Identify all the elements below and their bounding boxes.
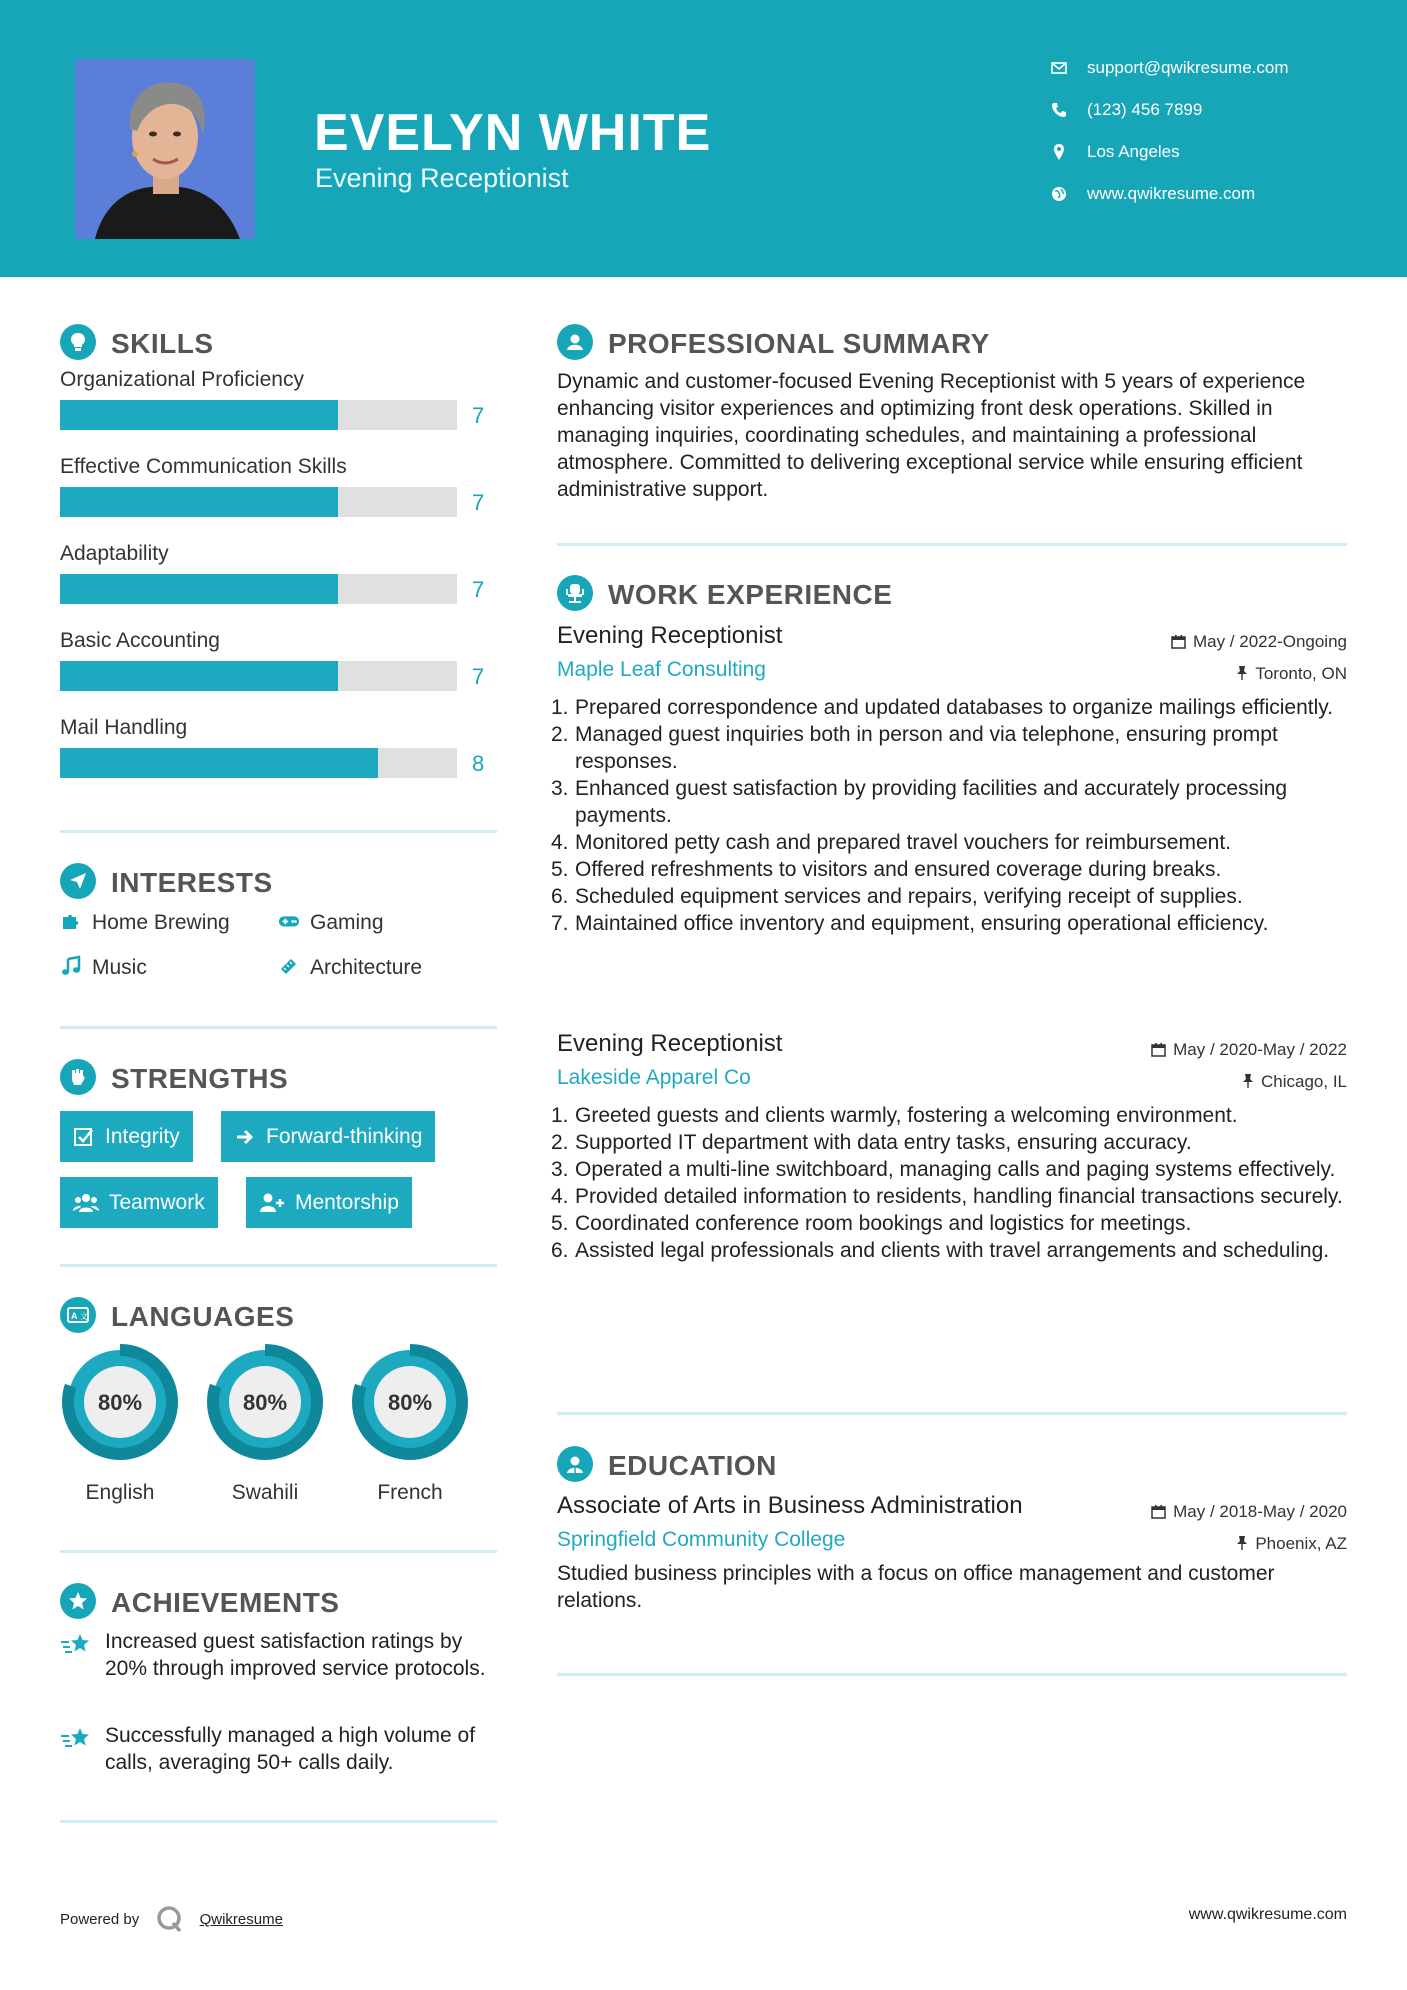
interest-label: Gaming	[310, 911, 384, 934]
skill-bar-track	[60, 661, 457, 691]
duty-text: Supported IT department with data entry tasks, ensuring accuracy.	[575, 1131, 1192, 1154]
job-dates	[1151, 1040, 1347, 1060]
duty-text: Managed guest inquiries both in person and via telephone, ensuring prompt responses.	[575, 723, 1278, 773]
duty-text: Scheduled equipment services and repairs, verifying receipt of supplies.	[575, 885, 1243, 908]
degree-name: Associate of Arts in Business Administration	[557, 1492, 1023, 1519]
envelope-icon	[1050, 59, 1068, 77]
skill-name: Mail Handling	[60, 716, 188, 739]
achievements-section	[60, 1583, 497, 1783]
checkbox-icon	[73, 1126, 95, 1148]
language-ring	[60, 1342, 180, 1462]
skill-score: 7	[472, 577, 485, 602]
skill-bar	[60, 661, 497, 716]
calendar-icon	[1171, 634, 1186, 649]
skill-score: 7	[472, 490, 485, 515]
job-title: Evening Receptionist	[557, 1030, 783, 1057]
arrow-right-icon	[234, 1126, 256, 1148]
job-dates-text: May / 2020-May / 2022	[1173, 1040, 1347, 1059]
skills-section	[60, 324, 497, 803]
skill-name: Basic Accounting	[60, 629, 220, 652]
contact-location-text: Los Angeles	[1087, 142, 1180, 161]
education-location	[1236, 1534, 1347, 1554]
svg-text:文: 文	[80, 1312, 88, 1321]
education-description: Studied business principles with a focus on office management and customer relations.	[557, 1562, 1275, 1612]
language-percent: 80%	[387, 1390, 433, 1415]
duty-text: Enhanced guest satisfaction by providing facilities and accurately processing payments.	[575, 777, 1288, 827]
skill-name: Organizational Proficiency	[60, 368, 304, 391]
contact-phone[interactable]	[1050, 98, 1380, 140]
job-location	[1236, 664, 1347, 684]
strength-tag	[60, 1177, 218, 1228]
achievement-item	[60, 1628, 497, 1682]
duty-number: 1.	[551, 1104, 569, 1127]
achievement-item	[60, 1722, 497, 1776]
skill-bar	[60, 400, 497, 455]
duty-text: Monitored petty cash and prepared travel vouchers for reimbursement.	[575, 831, 1231, 854]
contact-email-text: support@qwikresume.com	[1087, 58, 1289, 77]
school-name[interactable]: Springfield Community College	[557, 1528, 846, 1551]
portrait-image	[75, 59, 255, 239]
duty-text: Offered refreshments to visitors and ensured coverage during breaks.	[575, 858, 1222, 881]
duty-text: Coordinated conference room bookings and logistics for meetings.	[575, 1212, 1192, 1235]
duty-item	[551, 910, 1347, 937]
powered-by-text: Powered by	[60, 1911, 140, 1928]
calendar-icon	[1151, 1042, 1166, 1057]
duty-text: Maintained office inventory and equipment, ensuring operational efficiency.	[575, 912, 1269, 935]
lightbulb-icon	[60, 324, 96, 360]
skill-bar	[60, 748, 497, 803]
job-dates	[1171, 632, 1347, 652]
language-ring	[205, 1342, 325, 1462]
language-percent: 80%	[97, 1390, 143, 1415]
strengths-header	[60, 1059, 497, 1099]
puzzle-icon	[60, 910, 82, 932]
interest-item	[60, 955, 147, 980]
strength-tag	[246, 1177, 412, 1228]
languages-header	[60, 1297, 497, 1337]
star-badge-icon	[60, 1583, 96, 1619]
skill-bar-track	[60, 574, 457, 604]
fist-icon	[60, 1059, 96, 1095]
education-header	[557, 1446, 1347, 1486]
duty-text: Greeted guests and clients warmly, fostering a welcoming environment.	[575, 1104, 1238, 1127]
job-title: Evening Receptionist	[557, 622, 783, 649]
user-plus-icon	[259, 1192, 285, 1214]
pushpin-icon	[1242, 1073, 1254, 1089]
paper-plane-icon	[60, 863, 96, 899]
duty-number: 2.	[551, 1131, 569, 1154]
qwikresume-logo-icon	[155, 1904, 185, 1934]
contact-location	[1050, 140, 1380, 182]
language-ring	[350, 1342, 470, 1462]
skill-name: Effective Communication Skills	[60, 455, 347, 478]
strength-tag	[60, 1111, 193, 1162]
divider	[557, 543, 1347, 546]
language-percent: 80%	[242, 1390, 288, 1415]
education-dates-text: May / 2018-May / 2020	[1173, 1502, 1347, 1521]
duty-item	[551, 694, 1347, 721]
education-title: EDUCATION	[608, 1450, 777, 1481]
language-item	[205, 1342, 325, 1505]
profile-photo	[75, 59, 255, 239]
summary-text: Dynamic and customer-focused Evening Receptionist with 5 years of experience enhancing visitor experiences and optimizing front desk operations. Skilled in managing inquiries, coordinating schedules, and maintaining a professional atmosphere. Committed to delivering exceptional service while ensuring efficient administrative support.	[557, 370, 1306, 501]
skill-name: Adaptability	[60, 542, 169, 565]
language-name: Swahili	[231, 1481, 299, 1504]
skill-bar	[60, 487, 497, 542]
duty-text: Provided detailed information to residents, handling financial transactions securely.	[575, 1185, 1343, 1208]
interest-item	[60, 910, 230, 935]
duty-item	[551, 1102, 1347, 1129]
duty-item	[551, 1210, 1347, 1237]
skills-list	[60, 368, 497, 803]
experience-header	[557, 575, 1347, 615]
job-location-text: Chicago, IL	[1261, 1072, 1347, 1091]
phone-icon	[1050, 101, 1068, 119]
company-name[interactable]: Lakeside Apparel Co	[557, 1066, 751, 1089]
languages-section	[60, 1297, 497, 1517]
music-icon	[60, 955, 82, 977]
duty-number: 7.	[551, 912, 569, 935]
shooting-star-icon	[60, 1726, 94, 1752]
experience-section	[557, 575, 1347, 615]
duty-item	[551, 721, 1347, 775]
candidate-title: Evening Receptionist	[315, 163, 569, 193]
strength-tag	[221, 1111, 435, 1162]
skill-score: 7	[472, 664, 485, 689]
language-icon	[60, 1297, 96, 1333]
duty-item	[551, 1237, 1347, 1264]
interest-label: Architecture	[310, 956, 423, 979]
users-icon	[73, 1192, 99, 1214]
pushpin-icon	[1236, 665, 1248, 681]
duty-number: 5.	[551, 1212, 569, 1235]
ruler-pencil-icon	[278, 955, 300, 977]
calendar-icon	[1151, 1504, 1166, 1519]
divider	[60, 1550, 497, 1553]
duty-item	[551, 856, 1347, 883]
skill-bar-fill	[60, 487, 338, 517]
duty-item	[551, 883, 1347, 910]
interest-label: Home Brewing	[92, 911, 230, 934]
strengths-section	[60, 1059, 497, 1229]
interests-title: INTERESTS	[111, 867, 273, 898]
gamepad-icon	[278, 910, 300, 932]
duty-item	[551, 1129, 1347, 1156]
skills-title: SKILLS	[111, 328, 214, 359]
divider	[60, 1026, 497, 1029]
duty-item	[551, 1156, 1347, 1183]
job-entry	[551, 1030, 1347, 1360]
skill-bar-fill	[60, 574, 338, 604]
achievements-title: ACHIEVEMENTS	[111, 1587, 340, 1618]
experience-title: WORK EXPERIENCE	[608, 579, 893, 610]
skill-bar-fill	[60, 661, 338, 691]
interest-item	[278, 910, 384, 935]
education-entry	[557, 1492, 1347, 1672]
divider	[557, 1673, 1347, 1676]
company-name[interactable]: Maple Leaf Consulting	[557, 658, 766, 681]
divider	[60, 1264, 497, 1267]
strength-label: Mentorship	[295, 1190, 399, 1214]
skill-bar-track	[60, 748, 457, 778]
education-dates	[1151, 1502, 1347, 1522]
education-location-text: Phoenix, AZ	[1255, 1534, 1347, 1553]
duty-text: Operated a multi-line switchboard, managing calls and paging systems effectively.	[575, 1158, 1336, 1181]
contact-list	[1050, 56, 1380, 224]
job-location	[1242, 1072, 1347, 1092]
skill-bar-track	[60, 487, 457, 517]
duty-number: 5.	[551, 858, 569, 881]
duties-list	[551, 694, 1347, 937]
contact-phone-text: (123) 456 7899	[1087, 100, 1203, 119]
strengths-title: STRENGTHS	[111, 1063, 289, 1094]
map-pin-icon	[1050, 143, 1068, 161]
graduate-icon	[557, 1446, 593, 1482]
interest-label: Music	[92, 956, 147, 979]
interest-item	[278, 955, 422, 980]
languages-title: LANGUAGES	[111, 1301, 295, 1332]
skill-bar-fill	[60, 400, 338, 430]
divider	[60, 830, 497, 833]
globe-icon	[1050, 185, 1068, 203]
duty-number: 4.	[551, 1185, 569, 1208]
duty-text: Prepared correspondence and updated databases to organize mailings efficiently.	[575, 696, 1334, 719]
candidate-name: EVELYN WHITE	[314, 104, 712, 162]
duty-number: 2.	[551, 723, 569, 746]
duty-number: 3.	[551, 1158, 569, 1181]
duties-list	[551, 1102, 1347, 1264]
duty-item	[551, 775, 1347, 829]
language-item	[60, 1342, 180, 1505]
svg-text:A: A	[71, 1311, 78, 1321]
duty-item	[551, 829, 1347, 856]
skill-bar-track	[60, 400, 457, 430]
divider	[60, 1820, 497, 1823]
skill-score: 7	[472, 403, 485, 428]
achievement-text: Successfully managed a high volume of calls, averaging 50+ calls daily.	[105, 1724, 476, 1774]
job-location-text: Toronto, ON	[1255, 664, 1347, 683]
duty-number: 3.	[551, 777, 569, 800]
duty-number: 4.	[551, 831, 569, 854]
contact-website-text: www.qwikresume.com	[1087, 184, 1256, 203]
office-chair-icon	[557, 575, 593, 611]
duty-number: 1.	[551, 696, 569, 719]
pushpin-icon	[1236, 1535, 1248, 1551]
skills-header	[60, 324, 497, 364]
divider	[557, 1412, 1347, 1415]
summary-header	[557, 324, 1347, 364]
user-circle-icon	[557, 324, 593, 360]
duty-item	[551, 1183, 1347, 1210]
interests-section	[60, 863, 497, 983]
achievements-header	[60, 1583, 497, 1623]
language-name: French	[377, 1481, 443, 1504]
strength-label: Teamwork	[109, 1190, 205, 1214]
summary-section	[557, 324, 1347, 503]
education-section	[557, 1446, 1347, 1676]
summary-title: PROFESSIONAL SUMMARY	[608, 328, 990, 359]
achievement-text: Increased guest satisfaction ratings by 20% through improved service protocols.	[105, 1630, 486, 1680]
skill-score: 8	[472, 751, 485, 776]
strength-label: Forward-thinking	[266, 1124, 423, 1148]
contact-email[interactable]	[1050, 56, 1380, 98]
contact-website[interactable]	[1050, 182, 1380, 224]
skill-bar	[60, 574, 497, 629]
job-dates-text: May / 2022-Ongoing	[1192, 632, 1347, 651]
qwikresume-link[interactable]: Qwikresume	[199, 1911, 283, 1928]
job-entry	[551, 622, 1347, 1002]
strength-label: Integrity	[105, 1124, 180, 1148]
duty-text: Assisted legal professionals and clients with travel arrangements and scheduling.	[575, 1239, 1330, 1262]
interests-header	[60, 863, 497, 903]
skill-bar-fill	[60, 748, 378, 778]
footer-website[interactable]: www.qwikresume.com	[1188, 1906, 1347, 1923]
footer-branding	[60, 1904, 283, 1934]
language-name: English	[85, 1481, 155, 1504]
duty-number: 6.	[551, 885, 569, 908]
shooting-star-icon	[60, 1632, 94, 1658]
language-item	[350, 1342, 470, 1505]
resume-header	[0, 0, 1407, 277]
duty-number: 6.	[551, 1239, 569, 1262]
